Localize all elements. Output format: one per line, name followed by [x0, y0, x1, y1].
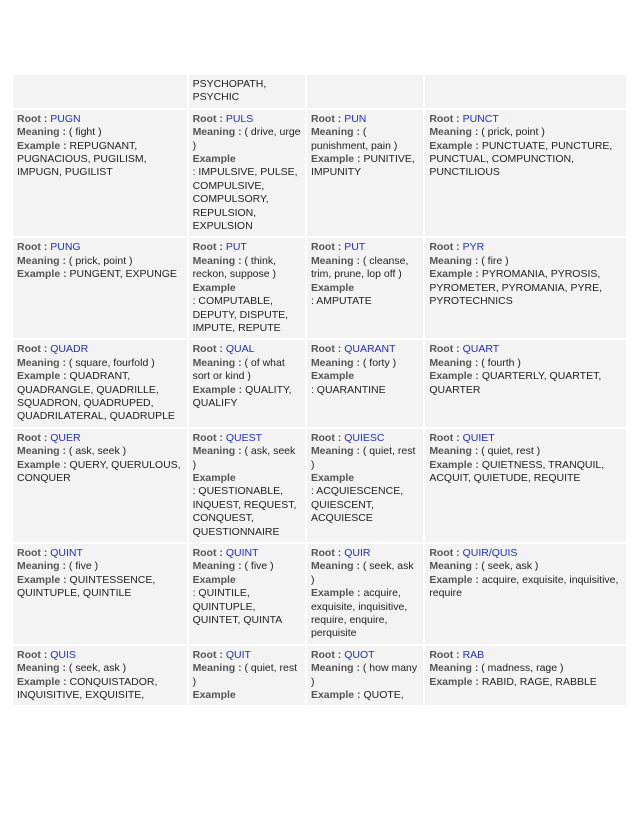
root-label: Root : [17, 343, 48, 356]
root-cell [189, 238, 305, 338]
meaning-line [429, 662, 622, 675]
example-value: : AMPUTATE [310, 295, 372, 308]
meaning-line [193, 126, 301, 153]
meaning-value: ( fourth ) [481, 356, 521, 369]
example-value: QUADRANT, QUADRANGLE, QUADRILLE, SQUADRON, QUADRUPED, QUADRILATERAL, QUADRUPLE [17, 370, 175, 423]
meaning-line [311, 560, 419, 587]
example-label: Example : [17, 370, 67, 383]
table-row [13, 646, 626, 706]
example-line [429, 459, 622, 486]
root-value: PUT [225, 241, 247, 254]
example-label: Example : [310, 689, 361, 702]
meaning-label: Meaning : [17, 254, 66, 267]
root-value: QUIR/QUIS [462, 547, 518, 559]
meaning-label: Meaning : [310, 126, 360, 139]
meaning-label: Meaning : [310, 662, 360, 675]
root-line [311, 547, 419, 560]
meaning-line [193, 662, 301, 689]
example-line [17, 676, 183, 703]
root-cell [425, 646, 626, 706]
root-label: Root : [17, 648, 48, 661]
root-cell [425, 340, 626, 426]
root-cell [13, 544, 187, 644]
meaning-value: ( ask, seek ) [192, 445, 296, 471]
meaning-line [193, 560, 301, 573]
root-cell [307, 646, 423, 706]
example-line [17, 140, 183, 180]
example-value: RABID, RAGE, RABBLE [481, 675, 597, 688]
meaning-line [429, 255, 622, 268]
example-label: Example [192, 471, 236, 484]
example-label: Example : [310, 153, 361, 166]
example-value: PUNGENT, EXPUNGE [69, 268, 177, 281]
meaning-label: Meaning : [429, 662, 479, 675]
example-value: : QUINTILE, QUINTUPLE, QUINTET, QUINTA [192, 587, 283, 627]
example-line [429, 268, 622, 308]
root-label: Root : [17, 112, 48, 125]
meaning-label: Meaning : [192, 254, 242, 267]
meaning-value: ( ask, seek ) [68, 445, 127, 458]
meaning-line [193, 357, 301, 384]
root-label: Root : [310, 241, 342, 254]
root-cell [307, 110, 423, 237]
example-value: QUERY, QUERULOUS, CONQUER [17, 458, 181, 484]
root-line [311, 343, 419, 356]
meaning-value: ( think, reckon, suppose ) [192, 254, 277, 281]
meaning-label: Meaning : [310, 356, 360, 369]
meaning-label: Meaning : [429, 356, 479, 369]
example-value: QUARTERLY, QUARTET, QUARTER [429, 370, 602, 396]
example-value: PYROMANIA, PYROSIS, PYROMETER, PYROMANIA, PYRE, PYROTECHNICS [429, 268, 603, 308]
root-label: Root : [192, 547, 223, 559]
root-cell [189, 646, 305, 706]
example-line [311, 587, 419, 641]
root-label: Root : [192, 431, 223, 444]
example-value: PUNCTUATE, PUNCTURE, PUNCTUAL, COMPUNCTION, PUNCTILIOUS [429, 139, 613, 179]
root-label: Root : [310, 112, 342, 125]
root-cell [307, 429, 423, 542]
meaning-line [311, 662, 419, 689]
root-line [429, 547, 622, 560]
root-value: QUER [50, 431, 81, 444]
root-cell [189, 75, 305, 108]
example-line [17, 459, 183, 486]
root-line [193, 547, 301, 560]
example-value: QUOTE, [363, 689, 404, 702]
meaning-label: Meaning : [310, 445, 360, 458]
root-cell [13, 75, 187, 108]
root-value: QUINT [50, 547, 83, 559]
root-line [429, 649, 622, 662]
meaning-line [429, 126, 622, 139]
root-label: Root : [192, 343, 223, 356]
table-row [13, 238, 626, 338]
meaning-value: ( of what sort or kind ) [192, 356, 285, 383]
meaning-line [311, 445, 419, 472]
example-value: acquire, exquisite, inquisitive, require, enquire, perquisite [310, 587, 408, 640]
meaning-value: ( cleanse, trim, prune, lop off ) [310, 254, 409, 281]
root-line [17, 113, 183, 126]
example-label: Example [192, 573, 236, 586]
roots-table-body [13, 75, 626, 705]
example-label: Example : [17, 458, 67, 471]
example-line [17, 268, 183, 281]
meaning-value: ( prick, point ) [481, 126, 545, 139]
example-value: REPUGNANT, PUGNACIOUS, PUGILISM, IMPUGN, PUGILIST [17, 139, 147, 179]
meaning-label: Meaning : [192, 356, 242, 369]
example-label: Example : [429, 370, 479, 383]
root-value: PUGN [50, 112, 81, 125]
root-label: Root : [17, 431, 48, 444]
root-line [193, 241, 301, 254]
root-cell [307, 340, 423, 426]
root-cell [13, 110, 187, 237]
meaning-line [429, 560, 622, 573]
root-cell [425, 429, 626, 542]
root-value: QUARANT [344, 343, 396, 356]
root-line [193, 432, 301, 445]
meaning-value: ( seek, ask ) [481, 560, 539, 573]
meaning-line [17, 445, 183, 458]
root-label: Root : [192, 648, 223, 661]
meaning-line [193, 445, 301, 472]
root-label: Root : [17, 241, 48, 254]
root-line [429, 343, 622, 356]
meaning-line [17, 126, 183, 139]
root-cell [307, 544, 423, 644]
meaning-label: Meaning : [310, 254, 360, 267]
root-value: QUIR [344, 547, 371, 559]
example-value: : QUARANTINE [310, 383, 386, 396]
example-label: Example : [429, 139, 479, 152]
example-label: Example : [429, 573, 479, 586]
root-label: Root : [429, 431, 460, 444]
meaning-label: Meaning : [17, 662, 66, 675]
meaning-line [311, 126, 419, 153]
root-line [193, 649, 301, 662]
example-value: acquire, exquisite, inquisitive, require [429, 573, 619, 600]
root-label: Root : [429, 112, 460, 125]
root-value: QUIS [50, 648, 76, 661]
root-cell [13, 429, 187, 542]
root-value: QUIESC [344, 431, 385, 444]
root-line [429, 113, 622, 126]
root-cell [189, 429, 305, 542]
root-cell [425, 75, 626, 108]
example-line [311, 153, 419, 180]
example-line [429, 574, 622, 601]
meaning-value: ( five ) [68, 560, 99, 573]
example-label: Example : [17, 675, 67, 688]
example-value: PUNITIVE, IMPUNITY [310, 153, 415, 179]
root-cell [13, 646, 187, 706]
example-line [17, 574, 183, 601]
root-line [17, 432, 183, 445]
root-line [429, 241, 622, 254]
meaning-line [17, 357, 183, 370]
root-line [17, 343, 183, 356]
example-value: CONQUISTADOR, INQUISITIVE, EXQUISITE, [17, 675, 158, 702]
example-value: QUALITY, QUALIFY [192, 383, 292, 409]
root-value: PUN [344, 112, 367, 125]
root-cell [425, 544, 626, 644]
root-cell [307, 75, 423, 108]
root-cell [13, 340, 187, 426]
root-label: Root : [429, 241, 460, 254]
root-value: RAB [462, 648, 485, 661]
root-value: QUART [462, 343, 500, 356]
meaning-value: ( drive, urge ) [192, 126, 301, 152]
example-label: Example : [192, 383, 243, 396]
root-label: Root : [17, 547, 48, 559]
example-line [311, 689, 419, 702]
root-value: PUT [344, 241, 366, 254]
table-row [13, 340, 626, 426]
root-cell [425, 238, 626, 338]
root-value: PUNG [50, 241, 81, 254]
root-label: Root : [192, 112, 223, 125]
example-label: Example [310, 471, 355, 484]
root-line [311, 241, 419, 254]
example-value: : COMPUTABLE, DEPUTY, DISPUTE, IMPUTE, REPUTE [192, 295, 289, 334]
meaning-value: ( quiet, rest ) [310, 445, 416, 471]
example-label: Example : [17, 573, 67, 586]
example-label: Example [192, 281, 236, 294]
meaning-value: ( how many ) [310, 662, 418, 688]
meaning-label: Meaning : [192, 126, 242, 139]
meaning-label: Meaning : [17, 356, 66, 369]
meaning-value: ( quiet, rest ) [481, 445, 541, 458]
root-line [193, 343, 301, 356]
root-label: Root : [310, 431, 342, 444]
meaning-line [193, 255, 301, 282]
example-line [193, 384, 301, 411]
root-value: PULS [225, 112, 254, 125]
root-line [17, 547, 183, 560]
root-value: PYR [462, 241, 485, 254]
root-label: Root : [192, 241, 223, 254]
meaning-label: Meaning : [192, 662, 242, 675]
root-value: QUAL [225, 343, 255, 356]
example-label: Example : [429, 675, 479, 688]
root-label: Root : [310, 547, 342, 559]
meaning-line [429, 445, 622, 458]
roots-table [11, 73, 628, 707]
meaning-line [17, 255, 183, 268]
meaning-line [17, 560, 183, 573]
root-line [311, 649, 419, 662]
meaning-label: Meaning : [192, 560, 242, 573]
root-value: QUOT [344, 648, 375, 661]
meaning-value: ( prick, point ) [68, 254, 133, 267]
meaning-value: ( fight ) [68, 126, 102, 139]
meaning-label: Meaning : [17, 126, 66, 139]
meaning-value: ( quiet, rest ) [192, 662, 298, 688]
table-row [13, 75, 626, 108]
meaning-value: ( fire ) [481, 254, 509, 267]
root-line [17, 649, 183, 662]
root-label: Root : [310, 343, 342, 356]
example-line [429, 370, 622, 397]
root-line [193, 113, 301, 126]
meaning-value: ( five ) [244, 560, 274, 573]
meaning-label: Meaning : [310, 560, 360, 573]
meaning-value: ( madness, rage ) [481, 662, 564, 675]
root-label: Root : [429, 343, 460, 356]
example-value: QUIETNESS, TRANQUIL, ACQUIT, QUIETUDE, REQUITE [429, 458, 605, 484]
table-row [13, 110, 626, 237]
example-value: QUINTESSENCE, QUINTUPLE, QUINTILE [17, 573, 156, 600]
root-cell [13, 238, 187, 338]
meaning-label: Meaning : [17, 445, 66, 458]
root-value: QUIT [225, 648, 251, 661]
root-line [17, 241, 183, 254]
example-label: Example : [17, 139, 67, 152]
table-row [13, 429, 626, 542]
continued-examples: PSYCHOPATH, PSYCHIC [192, 78, 267, 104]
example-value: : QUESTIONABLE, INQUEST, REQUEST, CONQUEST, QUESTIONNAIRE [192, 485, 297, 538]
meaning-label: Meaning : [429, 254, 479, 267]
example-line [429, 676, 622, 689]
meaning-value: ( punishment, pain ) [310, 126, 398, 152]
root-label: Root : [429, 547, 460, 559]
example-value: : IMPULSIVE, PULSE, COMPULSIVE, COMPULSORY, REPULSION, EXPULSION [192, 166, 298, 233]
example-label: Example [310, 370, 355, 383]
meaning-line [17, 662, 183, 675]
meaning-label: Meaning : [429, 445, 479, 458]
root-line [311, 113, 419, 126]
example-line [17, 370, 183, 424]
meaning-value: ( seek, ask ) [310, 560, 414, 586]
meaning-value: ( square, fourfold ) [68, 356, 155, 369]
example-label: Example : [17, 268, 67, 281]
meaning-label: Meaning : [17, 560, 66, 573]
meaning-line [311, 357, 419, 370]
table-row [13, 544, 626, 644]
meaning-label: Meaning : [429, 126, 479, 139]
root-cell [307, 238, 423, 338]
meaning-line [311, 255, 419, 282]
meaning-label: Meaning : [192, 445, 242, 458]
example-label: Example : [429, 268, 479, 281]
root-cell [189, 544, 305, 644]
root-cell [189, 110, 305, 237]
meaning-line [429, 357, 622, 370]
root-value: QUEST [225, 431, 262, 444]
example-line [429, 140, 622, 180]
meaning-label: Meaning : [429, 560, 479, 573]
root-label: Root : [310, 648, 342, 661]
example-label: Example [192, 153, 236, 166]
root-cell [189, 340, 305, 426]
example-label: Example [310, 281, 355, 294]
root-value: QUINT [225, 547, 259, 559]
root-value: QUIET [462, 431, 495, 444]
root-line [429, 432, 622, 445]
root-line [311, 432, 419, 445]
meaning-value: ( forty ) [362, 356, 397, 369]
example-label: Example [192, 689, 236, 702]
example-label: Example : [310, 587, 361, 600]
root-value: QUADR [50, 343, 89, 356]
root-cell [425, 110, 626, 237]
example-label: Example : [429, 458, 479, 471]
meaning-value: ( seek, ask ) [68, 662, 127, 675]
root-value: PUNCT [462, 112, 499, 125]
root-label: Root : [429, 648, 460, 661]
example-value: : ACQUIESCENCE, QUIESCENT, ACQUIESCE [310, 485, 404, 525]
